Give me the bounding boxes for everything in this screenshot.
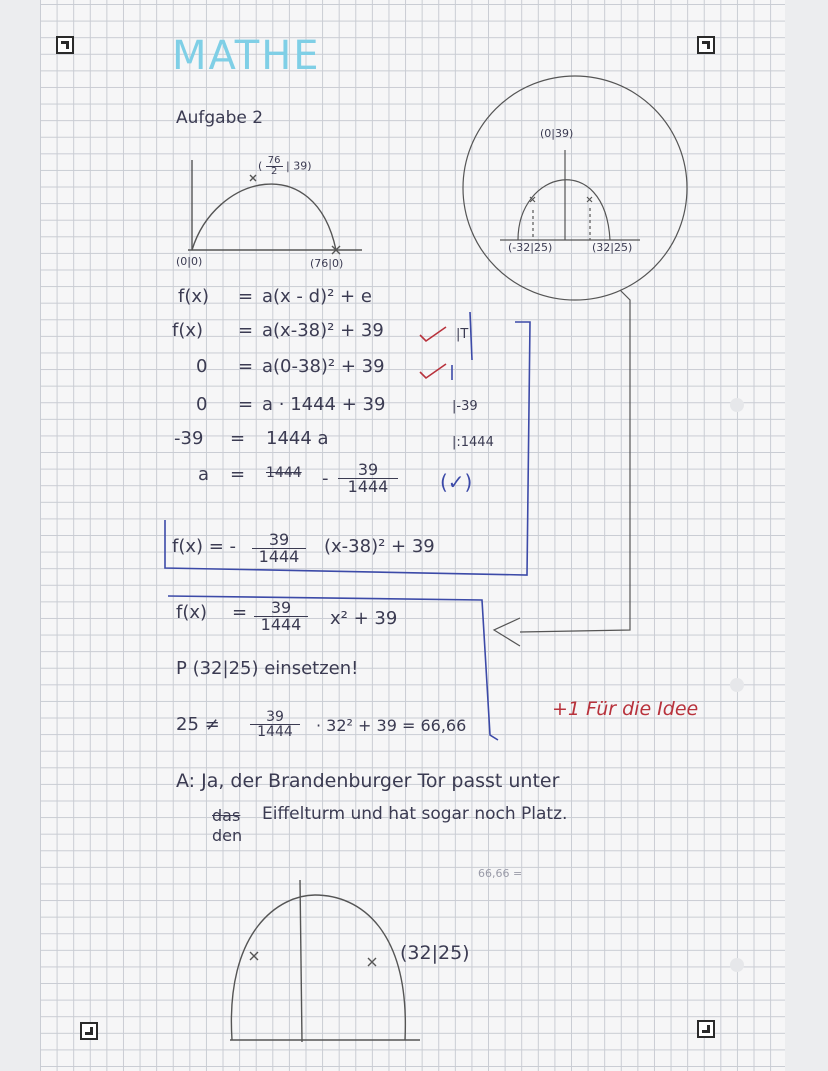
line6-crossed: 1444	[266, 465, 302, 481]
check-mark-icon	[420, 364, 446, 378]
line6-lhs: a	[198, 464, 210, 485]
line3-eq: =	[238, 356, 254, 377]
bottom-parabola	[231, 895, 405, 1040]
graph2-left-label: (-32|25)	[508, 241, 553, 254]
answer-correction: den	[212, 826, 243, 845]
graph1-end-label: (76|0)	[310, 257, 344, 270]
line7-den: 1444	[260, 615, 302, 634]
boxed-num: 39	[252, 532, 306, 549]
boxed-lhs: f(x) = -	[172, 536, 237, 557]
line6-den: 1444	[347, 477, 389, 496]
graph2-parabola	[518, 180, 610, 240]
line4-eq: =	[238, 394, 254, 415]
graph1-origin-label: (0|0)	[176, 255, 203, 268]
check-fraction	[250, 710, 300, 739]
teacher-note: +1 Für die Idee	[552, 698, 699, 720]
graph2-right-label: (32|25)	[592, 241, 633, 254]
boxed-fraction	[252, 532, 306, 565]
operation-divide: |:1444	[452, 435, 494, 450]
line1-eq: =	[238, 286, 254, 307]
line4-lhs: 0	[196, 394, 208, 415]
answer-crossed-word: das	[212, 806, 241, 825]
graph2-vertex-label: (0|39)	[540, 127, 574, 140]
connector-line	[520, 290, 630, 632]
line2-eq: =	[238, 320, 254, 341]
bottom-y-axis	[300, 880, 302, 1042]
line5-eq: =	[230, 428, 246, 449]
line7-num: 39	[254, 600, 308, 617]
bottom-point-label: (32|25)	[400, 942, 470, 964]
bottom-mark-right	[368, 958, 376, 966]
line2-rhs: a(x-38)² + 39	[262, 320, 384, 341]
line7-fraction	[254, 600, 308, 633]
check-mark-icon	[420, 327, 446, 341]
task-label: Aufgabe 2	[176, 108, 264, 128]
check-num: 39	[250, 710, 300, 725]
line7-eq: =	[232, 602, 248, 623]
line1-lhs: f(x)	[178, 286, 210, 307]
boxed-rhs: (x-38)² + 39	[324, 536, 435, 557]
line7-rhs: x² + 39	[330, 608, 398, 629]
faint-note: 66,66 =	[478, 867, 523, 880]
bottom-mark-left	[250, 952, 258, 960]
graph1-parabola	[192, 184, 336, 250]
arrow-head-icon	[494, 618, 520, 646]
line7-lhs: f(x)	[176, 602, 208, 623]
insert-instruction: P (32|25) einsetzen!	[176, 658, 359, 679]
line5-rhs: 1444 a	[266, 428, 329, 449]
line6-fraction	[338, 462, 398, 495]
answer-line1: A: Ja, der Brandenburger Tor passt unter	[176, 770, 560, 792]
minus-sign: -	[322, 468, 329, 489]
boxed-den: 1444	[258, 547, 300, 566]
answer-line2: Eiffelturm und hat sogar noch Platz.	[262, 804, 568, 824]
line3-lhs: 0	[196, 356, 208, 377]
graph1-vertex-label: ( $\frac{76}{2}$ | 39)	[258, 155, 312, 177]
operation-minus-39: |-39	[452, 399, 478, 414]
line6-eq: =	[230, 464, 246, 485]
line3-rhs: a(0-38)² + 39	[262, 356, 385, 377]
check-lhs: 25 ≠	[176, 714, 220, 735]
line5-lhs: -39	[174, 428, 204, 449]
line1-rhs: a(x - d)² + e	[262, 286, 372, 307]
check-den: 1444	[257, 724, 293, 740]
line6-num: 39	[338, 462, 398, 479]
operation-t: |T	[456, 327, 469, 342]
line4-rhs: a · 1444 + 39	[262, 394, 386, 415]
line2-lhs: f(x)	[172, 320, 204, 341]
graph2-circle	[463, 76, 687, 300]
page-title: MATHE	[172, 33, 321, 79]
check-parenthesis: (✓)	[440, 470, 473, 494]
check-rhs: · 32² + 39 = 66,66	[316, 716, 467, 735]
graph1-vertex-mark	[250, 175, 256, 181]
